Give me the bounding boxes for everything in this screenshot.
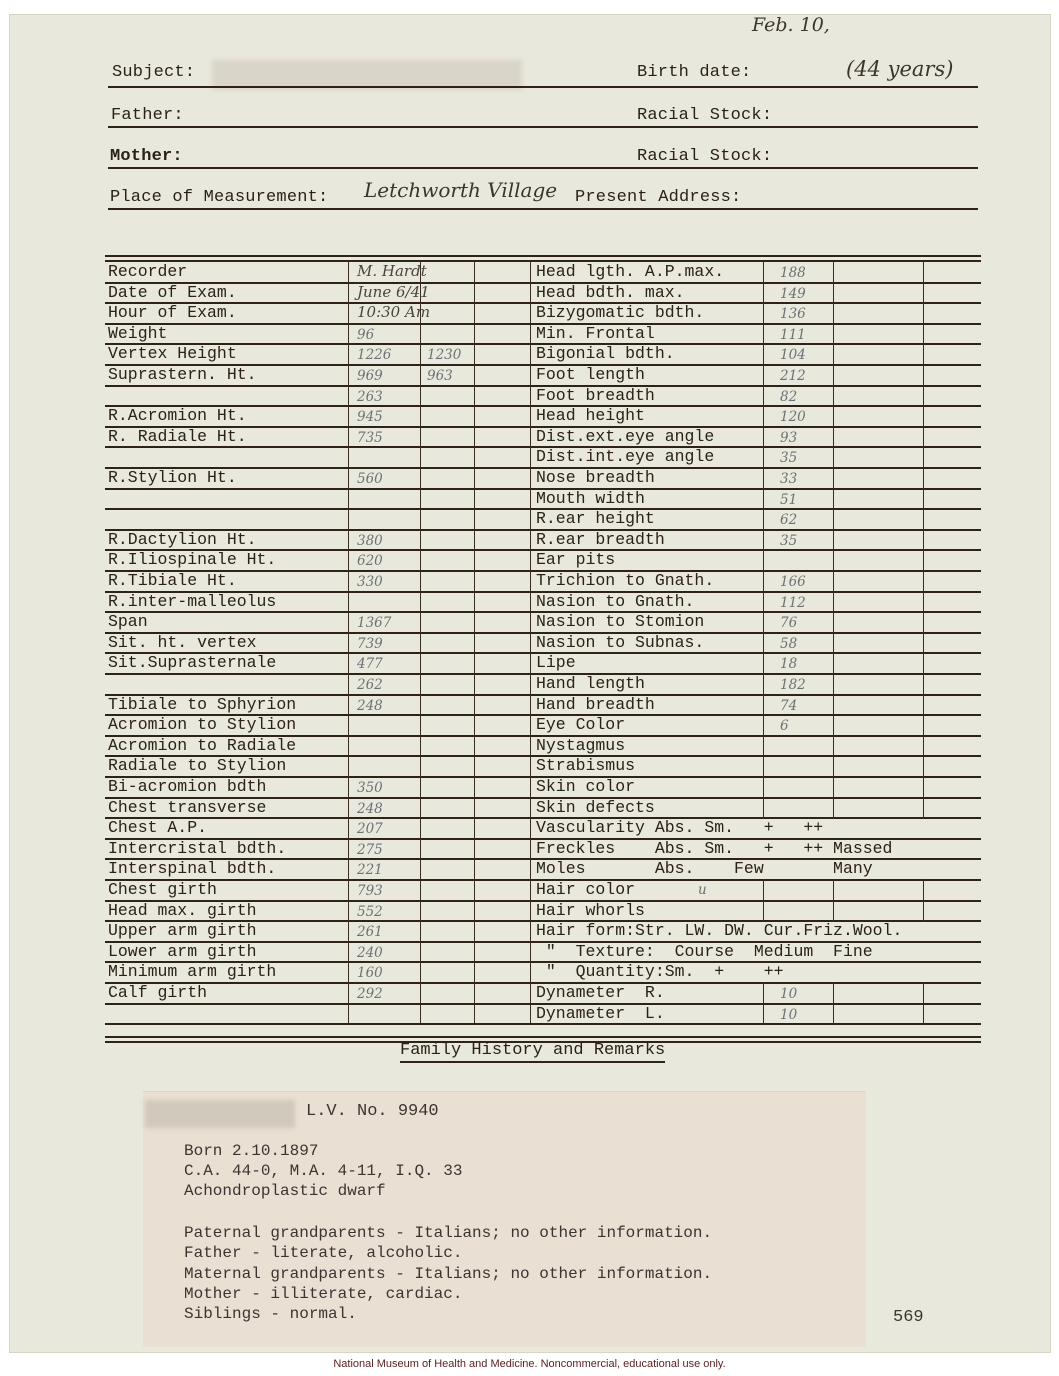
measurement-label: Ear pits xyxy=(536,550,616,569)
table-row xyxy=(530,798,981,819)
table-row xyxy=(105,962,530,983)
birth-date-label: Birth date: xyxy=(637,63,752,82)
page-number: 569 xyxy=(893,1308,924,1327)
measurement-value: 182 xyxy=(780,677,806,693)
table-row xyxy=(530,509,981,530)
measurement-value: 248 xyxy=(357,801,383,817)
measurement-value: 35 xyxy=(780,533,798,549)
table-row xyxy=(530,283,981,304)
table-row xyxy=(530,406,981,427)
measurement-label: Trichion to Gnath. xyxy=(536,571,715,590)
measurement-value: 74 xyxy=(780,698,798,714)
table-row xyxy=(105,509,530,530)
measurement-label: R.Acromion Ht. xyxy=(108,406,247,425)
section-heading-family-history: Family History and Remarks xyxy=(400,1041,665,1063)
footer-credit: National Museum of Health and Medicine. Noncommercial, educational use only. xyxy=(333,1358,726,1370)
measurement-value: 96 xyxy=(357,327,375,343)
father-label: Father: xyxy=(111,106,184,125)
measurement-value: 160 xyxy=(357,965,383,981)
measurement-label: Hair color xyxy=(536,880,636,899)
measurement-label: Tibiale to Sphyrion xyxy=(108,695,297,714)
racial-stock-label-1: Racial Stock: xyxy=(637,106,773,125)
table-row xyxy=(530,839,981,860)
place-of-measurement-label: Place of Measurement: xyxy=(110,188,329,207)
measurement-value: 380 xyxy=(357,533,383,549)
measurement-label: Skin defects xyxy=(536,798,655,817)
measurement-label: Sit. ht. vertex xyxy=(108,633,257,652)
table-row xyxy=(105,880,530,901)
table-row xyxy=(530,612,981,633)
table-row xyxy=(105,633,530,654)
table-row xyxy=(530,262,981,283)
measurement-value: 240 xyxy=(357,945,383,961)
measurement-label: Head bdth. max. xyxy=(536,283,685,302)
measurement-value: 261 xyxy=(357,924,383,940)
table-row xyxy=(530,365,981,386)
measurement-label: R.Dactylion Ht. xyxy=(108,530,257,549)
measurement-label: Min. Frontal xyxy=(536,324,655,343)
measurement-label: R.inter-malleolus xyxy=(108,592,277,611)
measurement-label: " Quantity:Sm. + ++ xyxy=(536,962,784,981)
maternal-grandparents: Maternal grandparents - Italians; no other information. xyxy=(184,1265,713,1283)
measurement-label: Bi-acromion bdth xyxy=(108,777,267,796)
table-row xyxy=(105,365,530,386)
measurement-value: 263 xyxy=(357,389,383,405)
table-row xyxy=(105,859,530,880)
measurement-label: Acromion to Radiale xyxy=(108,736,297,755)
measurement-value: 330 xyxy=(357,574,383,590)
table-row xyxy=(105,777,530,798)
subject-label: Subject: xyxy=(112,63,196,82)
measurement-label: Interspinal bdth. xyxy=(108,859,277,878)
measurement-label: Eye Color xyxy=(536,715,626,734)
table-row xyxy=(105,344,530,365)
table-row xyxy=(530,736,981,757)
measurement-value: 793 xyxy=(357,883,383,899)
table-row xyxy=(105,839,530,860)
table-row xyxy=(105,406,530,427)
table-row xyxy=(530,447,981,468)
table-row xyxy=(105,447,530,468)
measurement-label: Hour of Exam. xyxy=(108,303,237,322)
table-row xyxy=(105,715,530,736)
measurement-label: Chest transverse xyxy=(108,798,267,817)
table-row xyxy=(530,653,981,674)
measurement-label: R.ear height xyxy=(536,509,655,528)
measurement-label: Skin color xyxy=(536,777,636,796)
measurement-value-2: 963 xyxy=(427,368,453,384)
racial-stock-label-2: Racial Stock: xyxy=(637,147,773,166)
measurement-label: Acromion to Stylion xyxy=(108,715,297,734)
table-row xyxy=(105,303,530,324)
measurement-label: Strabismus xyxy=(536,756,636,775)
measurement-value: 62 xyxy=(780,512,798,528)
measurement-label: Head max. girth xyxy=(108,901,257,920)
measurement-value: 262 xyxy=(357,677,383,693)
remarks-card xyxy=(143,1091,866,1347)
table-row xyxy=(530,489,981,510)
measurement-label: Freckles Abs. Sm. + ++ Massed xyxy=(536,839,893,858)
measurement-label: Nasion to Gnath. xyxy=(536,592,695,611)
siblings-remark: Siblings - normal. xyxy=(184,1305,357,1323)
measurement-label: " Texture: Course Medium Fine xyxy=(536,942,873,961)
measurement-value: 58 xyxy=(780,636,798,652)
measurement-label: Sit.Suprasternale xyxy=(108,653,277,672)
measurement-label: R.Iliospinale Ht. xyxy=(108,550,277,569)
table-row xyxy=(105,612,530,633)
table-row xyxy=(530,592,981,613)
table-row xyxy=(105,468,530,489)
measurement-label: Nasion to Subnas. xyxy=(536,633,705,652)
table-bottom-rule xyxy=(105,1036,981,1038)
measurement-value: 477 xyxy=(357,656,383,672)
table-row xyxy=(530,633,981,654)
measurement-label: Weight xyxy=(108,324,168,343)
measurement-value: 10 xyxy=(780,1007,798,1023)
measurement-value: 149 xyxy=(780,286,806,302)
table-row xyxy=(530,859,981,880)
table-row xyxy=(530,427,981,448)
measurement-value: 111 xyxy=(780,327,806,343)
table-row xyxy=(105,756,530,777)
measurement-label: Head lgth. A.P.max. xyxy=(536,262,725,281)
header-rule xyxy=(108,167,978,169)
measurement-value: 6 xyxy=(780,718,789,734)
table-row xyxy=(105,530,530,551)
measurement-label: Radiale to Stylion xyxy=(108,756,287,775)
mother-remark: Mother - illiterate, cardiac. xyxy=(184,1285,463,1303)
measurement-value: 221 xyxy=(357,862,383,878)
table-row xyxy=(105,1004,530,1025)
table-row xyxy=(530,674,981,695)
measurement-label: Hand breadth xyxy=(536,695,655,714)
measurement-value: 560 xyxy=(357,471,383,487)
measurement-value: 212 xyxy=(780,368,806,384)
table-row xyxy=(530,303,981,324)
table-row xyxy=(105,592,530,613)
table-row xyxy=(530,715,981,736)
measurement-value: 112 xyxy=(780,595,806,611)
table-top-rule xyxy=(105,255,981,257)
measurement-label: Nasion to Stomion xyxy=(536,612,705,631)
measurement-label: Vertex Height xyxy=(108,344,237,363)
place-of-measurement-value: Letchworth Village xyxy=(364,178,558,202)
table-row xyxy=(105,695,530,716)
measurement-value: June 6/41 xyxy=(357,283,430,301)
table-row xyxy=(105,818,530,839)
table-row xyxy=(105,674,530,695)
measurement-value: 18 xyxy=(780,656,798,672)
table-row xyxy=(105,983,530,1004)
measurement-value: 275 xyxy=(357,842,383,858)
measurement-value: 120 xyxy=(780,409,806,425)
measurement-label: Bigonial bdth. xyxy=(536,344,675,363)
table-row xyxy=(530,983,981,1004)
table-row xyxy=(530,962,981,983)
measurement-label: Dist.int.eye angle xyxy=(536,447,715,466)
measurement-value: 136 xyxy=(780,306,806,322)
present-address-label: Present Address: xyxy=(575,188,742,207)
measurement-value: 33 xyxy=(780,471,798,487)
measurement-value: 552 xyxy=(357,904,383,920)
measurement-label: Minimum arm girth xyxy=(108,962,277,981)
measurement-value: 166 xyxy=(780,574,806,590)
measurement-label: Dynameter R. xyxy=(536,983,665,1002)
measurement-value: 207 xyxy=(357,821,383,837)
table-row xyxy=(530,386,981,407)
age-handwritten: (44 years) xyxy=(846,57,954,81)
measurement-value: 350 xyxy=(357,780,383,796)
born-date: Born 2.10.1897 xyxy=(184,1142,319,1160)
measurement-value: 292 xyxy=(357,986,383,1002)
age-iq: C.A. 44-0, M.A. 4-11, I.Q. 33 xyxy=(184,1162,463,1180)
father-remark: Father - literate, alcoholic. xyxy=(184,1244,463,1262)
redacted-card-name xyxy=(145,1100,295,1128)
table-row xyxy=(530,1004,981,1025)
measurement-label: Chest girth xyxy=(108,880,217,899)
measurement-value: 93 xyxy=(780,430,798,446)
header-rule xyxy=(108,208,978,210)
measurement-value: 10:30 Am xyxy=(357,303,431,321)
table-row xyxy=(530,921,981,942)
measurement-value: 969 xyxy=(357,368,383,384)
table-row xyxy=(530,880,981,901)
measurement-value: 1226 xyxy=(357,347,392,363)
table-row xyxy=(105,921,530,942)
measurement-value: 82 xyxy=(780,389,798,405)
measurement-label: Suprastern. Ht. xyxy=(108,365,257,384)
measurement-label: Span xyxy=(108,612,148,631)
measurement-label: Bizygomatic bdth. xyxy=(536,303,705,322)
table-row xyxy=(105,262,530,283)
table-row xyxy=(105,489,530,510)
measurement-label: Hair form:Str. LW. DW. Cur.Friz.Wool. xyxy=(536,921,903,940)
table-row xyxy=(105,571,530,592)
table-row xyxy=(105,736,530,757)
measurement-value: M. Hardt xyxy=(357,262,427,280)
measurement-label: Intercristal bdth. xyxy=(108,839,287,858)
handwritten-note: u xyxy=(698,882,707,898)
measurement-label: Recorder xyxy=(108,262,188,281)
measurement-label: Hair whorls xyxy=(536,901,645,920)
measurement-label: Dynameter L. xyxy=(536,1004,665,1023)
measurement-label: Mouth width xyxy=(536,489,645,508)
measurement-label: Nose breadth xyxy=(536,468,655,487)
measurement-value: 188 xyxy=(780,265,806,281)
birth-date-handwritten: Feb. 10, xyxy=(752,14,830,36)
measurement-value: 76 xyxy=(780,615,798,631)
measurement-value: 35 xyxy=(780,450,798,466)
table-row xyxy=(530,777,981,798)
table-row xyxy=(105,427,530,448)
table-row xyxy=(530,468,981,489)
table-row xyxy=(530,550,981,571)
measurement-label: Head height xyxy=(536,406,645,425)
table-row xyxy=(530,695,981,716)
table-row xyxy=(105,386,530,407)
measurement-label: R.Stylion Ht. xyxy=(108,468,237,487)
measurement-label: Chest A.P. xyxy=(108,818,208,837)
measurement-value: 739 xyxy=(357,636,383,652)
measurement-label: R.Tibiale Ht. xyxy=(108,571,237,590)
measurement-label: Lower arm girth xyxy=(108,942,257,961)
table-row xyxy=(530,571,981,592)
measurement-label: Nystagmus xyxy=(536,736,626,755)
measurement-label: R.ear breadth xyxy=(536,530,665,549)
measurement-label: R. Radiale Ht. xyxy=(108,427,247,446)
table-row xyxy=(105,942,530,963)
diagnosis: Achondroplastic dwarf xyxy=(184,1182,386,1200)
table-row xyxy=(530,324,981,345)
measurement-label: Foot breadth xyxy=(536,386,655,405)
measurement-value: 248 xyxy=(357,698,383,714)
table-row xyxy=(530,530,981,551)
table-row xyxy=(105,653,530,674)
measurement-label: Foot length xyxy=(536,365,645,384)
lv-number: L.V. No. 9940 xyxy=(306,1102,439,1121)
table-row xyxy=(105,324,530,345)
measurement-value: 620 xyxy=(357,553,383,569)
measurement-label: Vascularity Abs. Sm. + ++ xyxy=(536,818,824,837)
measurement-label: Dist.ext.eye angle xyxy=(536,427,715,446)
table-row xyxy=(530,344,981,365)
measurement-value: 10 xyxy=(780,986,798,1002)
table-row xyxy=(530,818,981,839)
table-row xyxy=(530,942,981,963)
table-row xyxy=(530,756,981,777)
table-row xyxy=(105,798,530,819)
mother-label: Mother: xyxy=(110,147,183,166)
table-row xyxy=(530,901,981,922)
measurement-value: 104 xyxy=(780,347,806,363)
measurement-label: Lipe xyxy=(536,653,576,672)
table-row xyxy=(105,901,530,922)
measurement-label: Moles Abs. Few Many xyxy=(536,859,873,878)
measurement-label: Upper arm girth xyxy=(108,921,257,940)
table-row xyxy=(105,283,530,304)
measurement-label: Date of Exam. xyxy=(108,283,237,302)
measurement-label: Calf girth xyxy=(108,983,208,1002)
paternal-grandparents: Paternal grandparents - Italians; no other information. xyxy=(184,1224,713,1242)
measurement-value: 51 xyxy=(780,492,798,508)
measurement-value: 945 xyxy=(357,409,383,425)
measurement-label: Hand length xyxy=(536,674,645,693)
header-rule xyxy=(108,86,978,88)
measurement-value: 735 xyxy=(357,430,383,446)
measurement-value: 1367 xyxy=(357,615,392,631)
table-row xyxy=(105,550,530,571)
header-rule xyxy=(108,126,978,128)
measurement-value-2: 1230 xyxy=(427,347,462,363)
